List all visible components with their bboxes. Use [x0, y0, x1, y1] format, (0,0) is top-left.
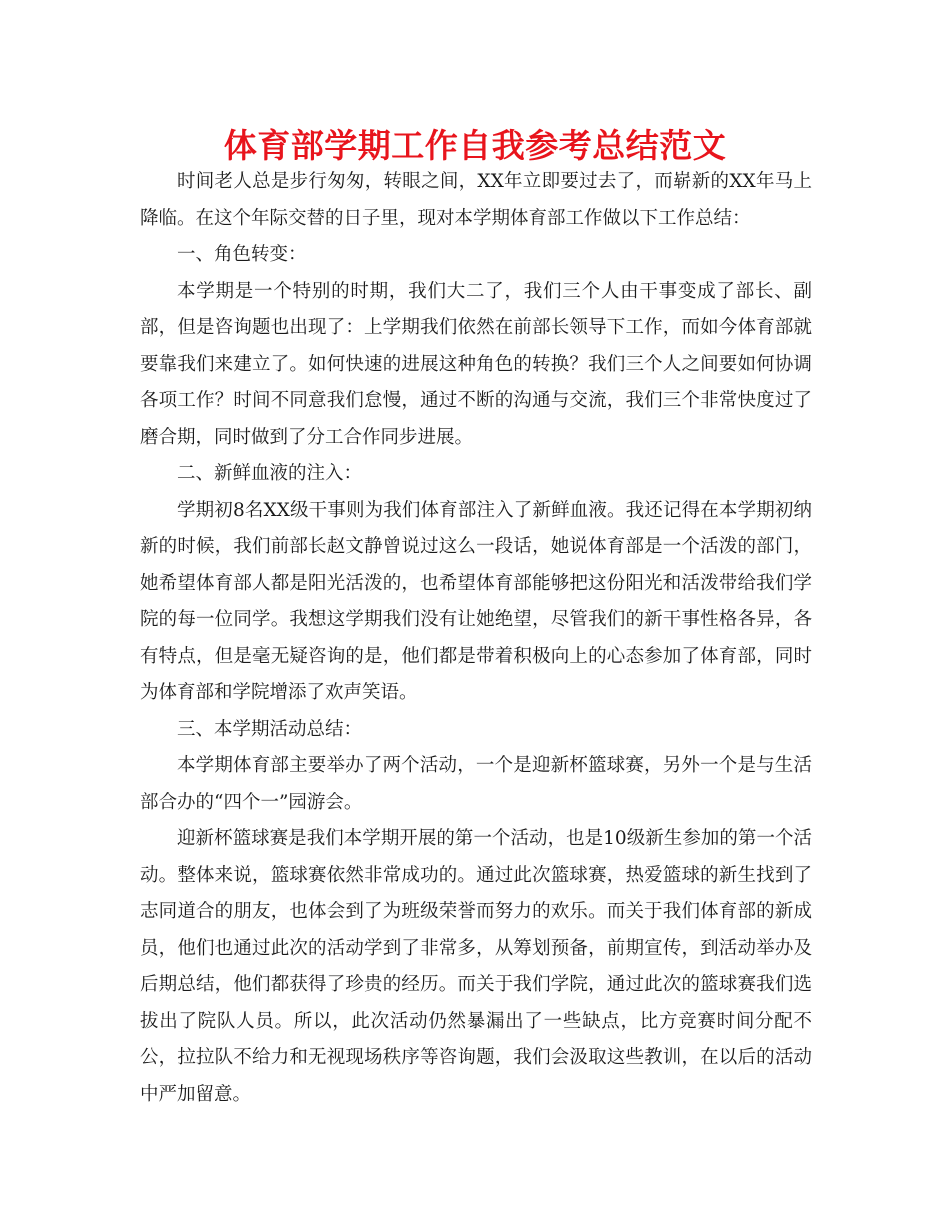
- section-heading-role-change: 一、角色转变：: [177, 244, 307, 265]
- section-heading-activities: 三、本学期活动总结：: [177, 718, 363, 740]
- document-body: [140, 164, 812, 1113]
- paragraph-intro: 时间老人总是步行匆匆，转眼之间，XX年立即要过去了，而崭新的XX年马上降临。在这个年际交替的日子里，现对本学期体育部工作做以下工作总结：: [140, 171, 812, 229]
- section-heading-new-members: 二、新鲜血液的注入：: [177, 463, 363, 484]
- document-title: 体育部学期工作自我参考总结范文: [223, 126, 727, 165]
- paragraph-new-members: 学期初8名XX级干事则为我们体育部注入了新鲜血液。我还记得在本学期初纳新的时候，我们前部长赵文静曾说过这么一段话，她说体育部是一个活泼的部门，她希望体育部人都是阳光活泼的，也希望体育部能够把这份阳光和活泼带给我们学院的每一位同学。我想这学期我们没有让她绝望，尽管我们的新干事性格各异，各有特点，但是毫无疑咨询的是，他们都是带着积极向上的心态参加了体育部，同时为体育部和学院增添了欢声笑语。: [140, 499, 812, 703]
- paragraph-basketball-game: 迎新杯篮球赛是我们本学期开展的第一个活动，也是10级新生参加的第一个活动。整体来说，篮球赛依然非常成功的。通过此次篮球赛，热爱篮球的新生找到了志同道合的朋友，也体会到了为班级荣誉而努力的欢乐。而关于我们体育部的新成员，他们也通过此次的活动学到了非常多，从筹划预备，前期宣传，到活动举办及后期总结，他们都获得了珍贵的经历。而关于我们学院，通过此次的篮球赛我们选拔出了院队人员。所以，此次活动仍然暴漏出了一些缺点，比方竞赛时间分配不公，拉拉队不给力和无视现场秩序等咨询题，我们会汲取这些教训，在以后的活动中严加留意。: [140, 828, 812, 1105]
- paragraph-role-change: 本学期是一个特别的时期，我们大二了，我们三个人由干事变成了部长、副部，但是咨询题也出现了：上学期我们依然在前部长领导下工作，而如今体育部就要靠我们来建立了。如何快速的进展这种角色的转换？我们三个人之间要如何协调各项工作？时间不同意我们怠慢，通过不断的沟通与交流，我们三个非常快度过了磨合期，同时做到了分工合作同步进展。: [140, 280, 812, 448]
- paragraph-activities-overview: 本学期体育部主要举办了两个活动，一个是迎新杯篮球赛，另外一个是与生活部合办的“四个一”园游会。: [140, 755, 812, 813]
